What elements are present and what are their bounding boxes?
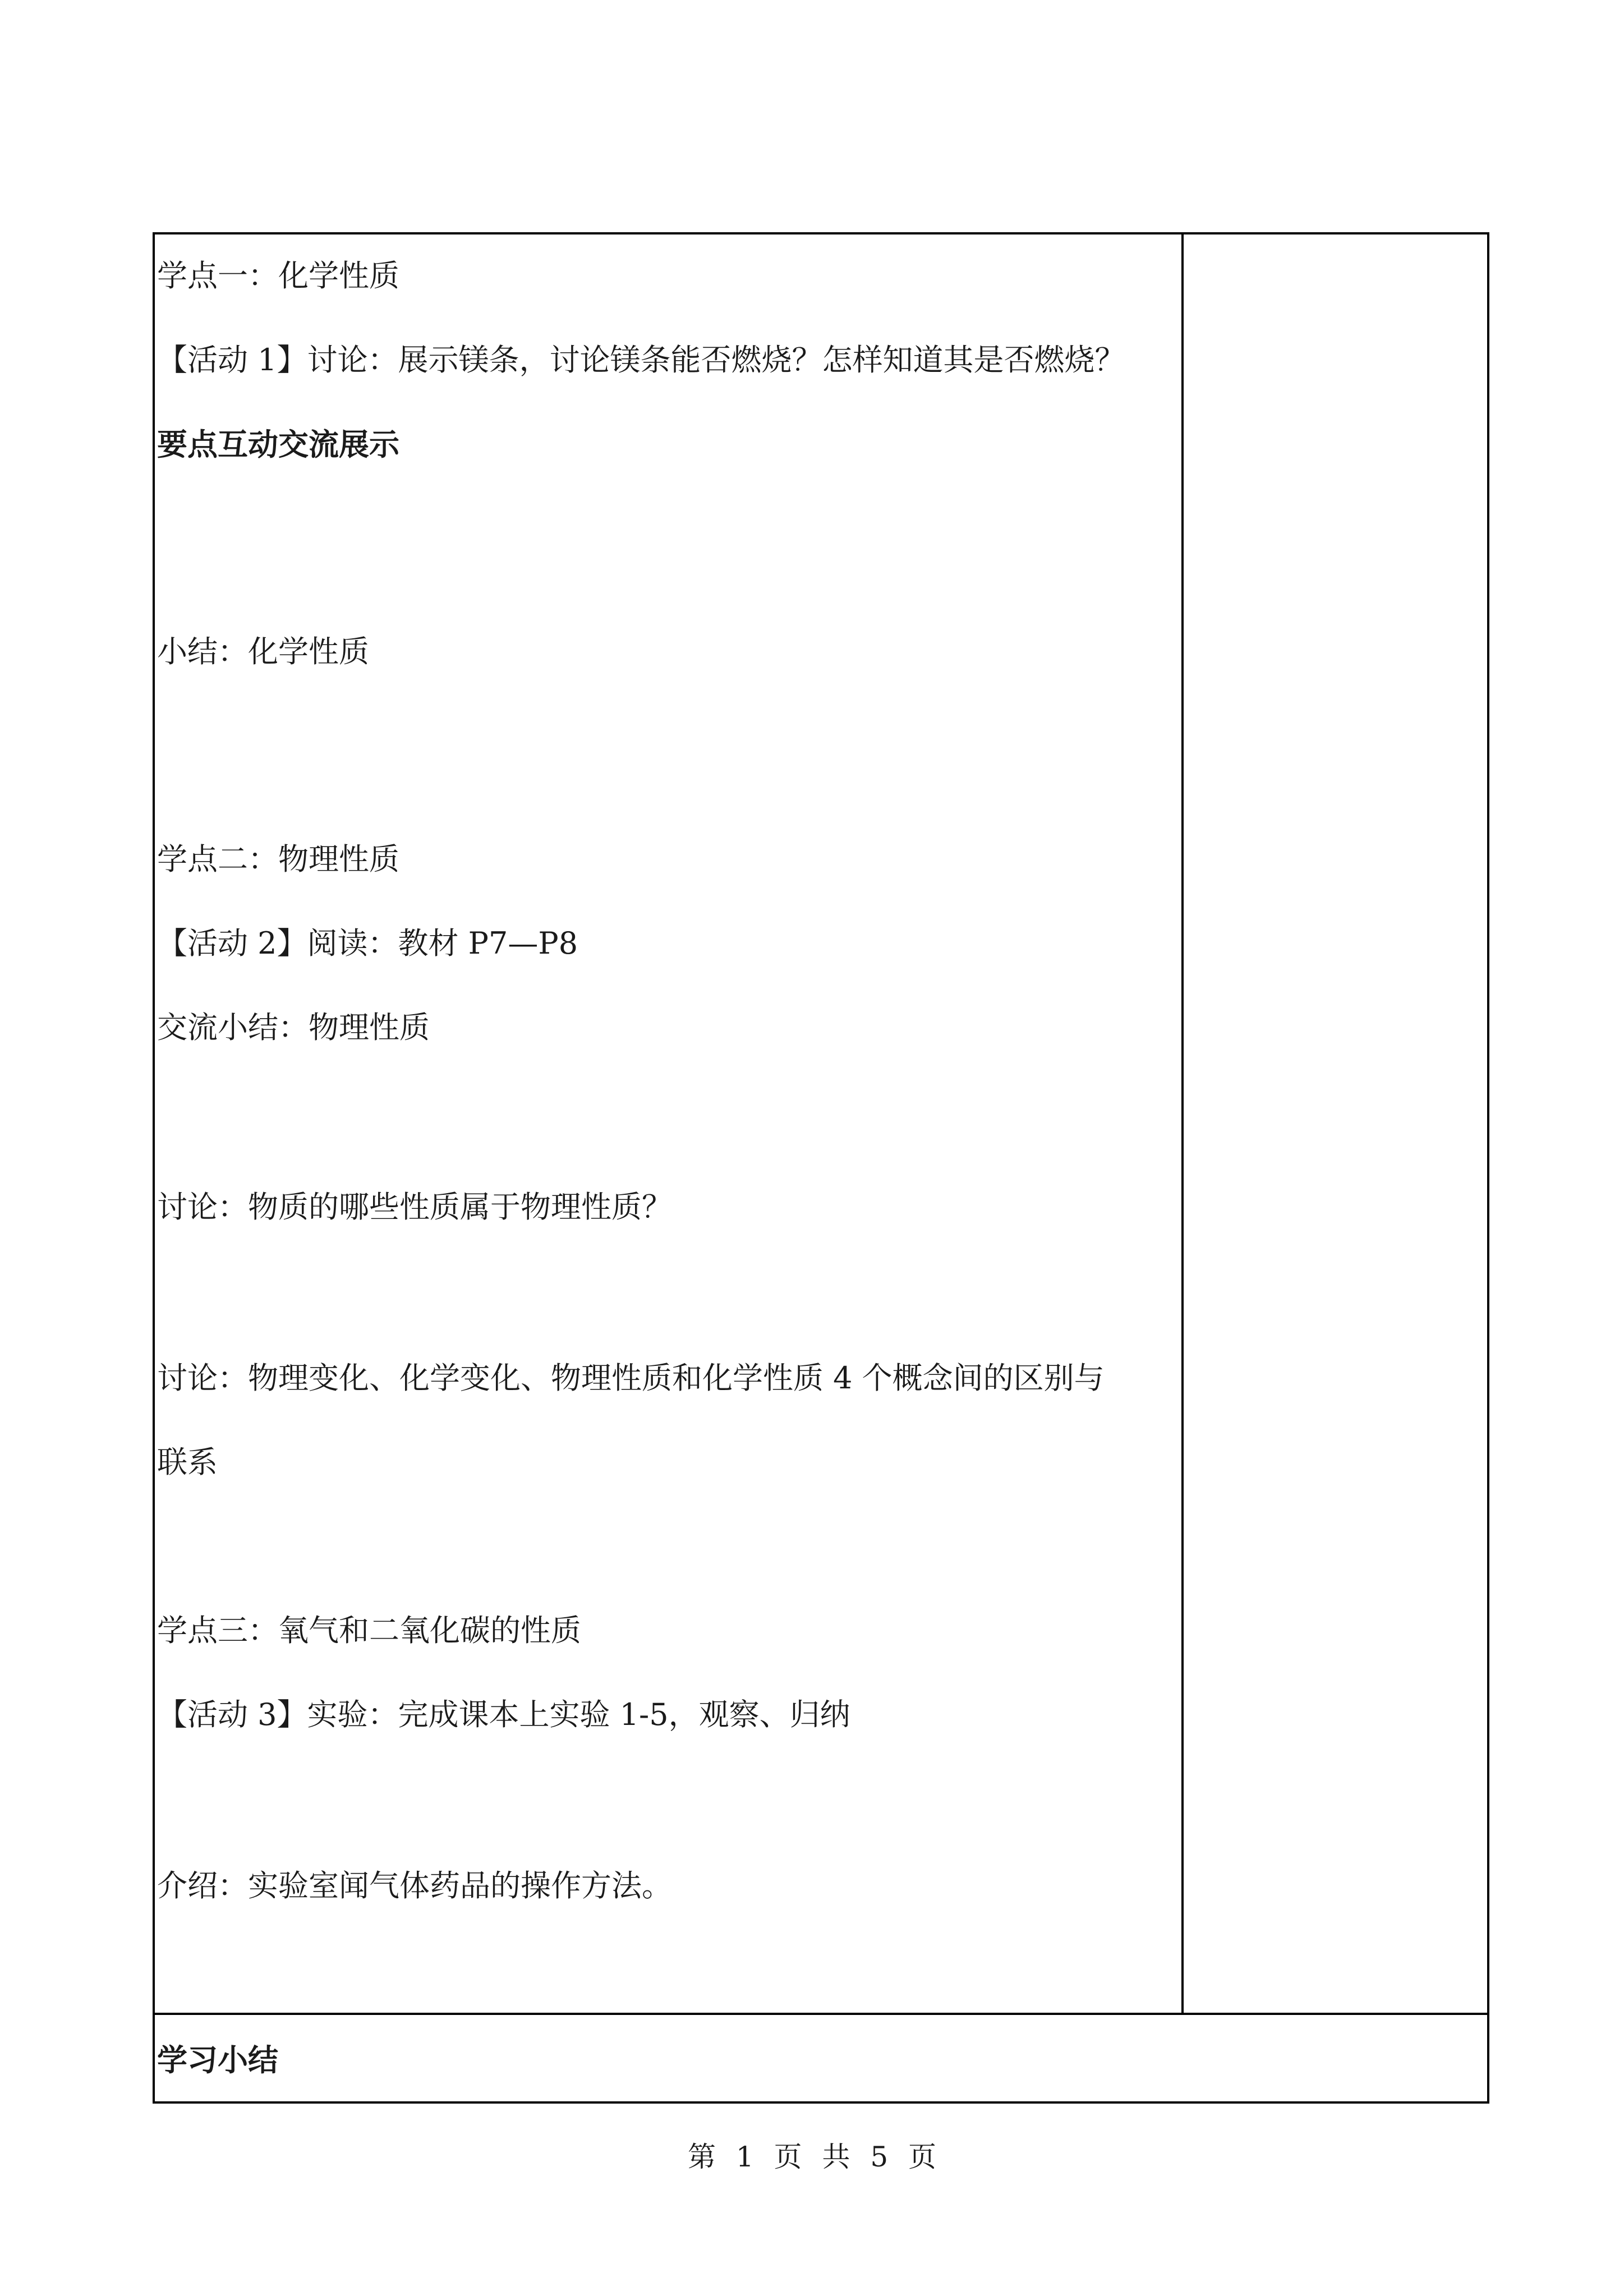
section-three-heading: 学点三：氧气和二氧化碳的性质 <box>157 1613 581 1648</box>
summary-physical: 交流小结：物理性质 <box>157 1010 430 1045</box>
page-footer: 第 1 页 共 5 页 <box>687 2141 937 2173</box>
column-divider <box>1181 232 1184 2015</box>
key-points-heading: 要点互动交流展示 <box>157 426 399 462</box>
activity-three-text: 【活动 3】实验：完成课本上实验 1-5，观察、归纳 <box>157 1697 850 1732</box>
activity-one-text: 【活动 1】讨论：展示镁条，讨论镁条能否燃烧？怎样知道其是否燃烧？ <box>157 342 1125 378</box>
discussion-two-line-2: 联系 <box>157 1444 218 1480</box>
activity-two-text: 【活动 2】阅读：教材 P7—P8 <box>157 926 578 961</box>
section-two-heading: 学点二：物理性质 <box>157 841 399 877</box>
discussion-two-line-1: 讨论：物理变化、化学变化、物理性质和化学性质 4 个概念间的区别与 <box>157 1360 1105 1396</box>
summary-chemical: 小结：化学性质 <box>157 634 369 669</box>
lesson-table <box>153 232 1489 2104</box>
discussion-one: 讨论：物质的哪些性质属于物理性质？ <box>157 1189 672 1225</box>
learning-summary-heading: 学习小结 <box>157 2042 278 2078</box>
section-one-heading: 学点一：化学性质 <box>157 258 399 293</box>
row-divider <box>153 2013 1489 2015</box>
introduction-text: 介绍：实验室闻气体药品的操作方法。 <box>157 1868 672 1903</box>
